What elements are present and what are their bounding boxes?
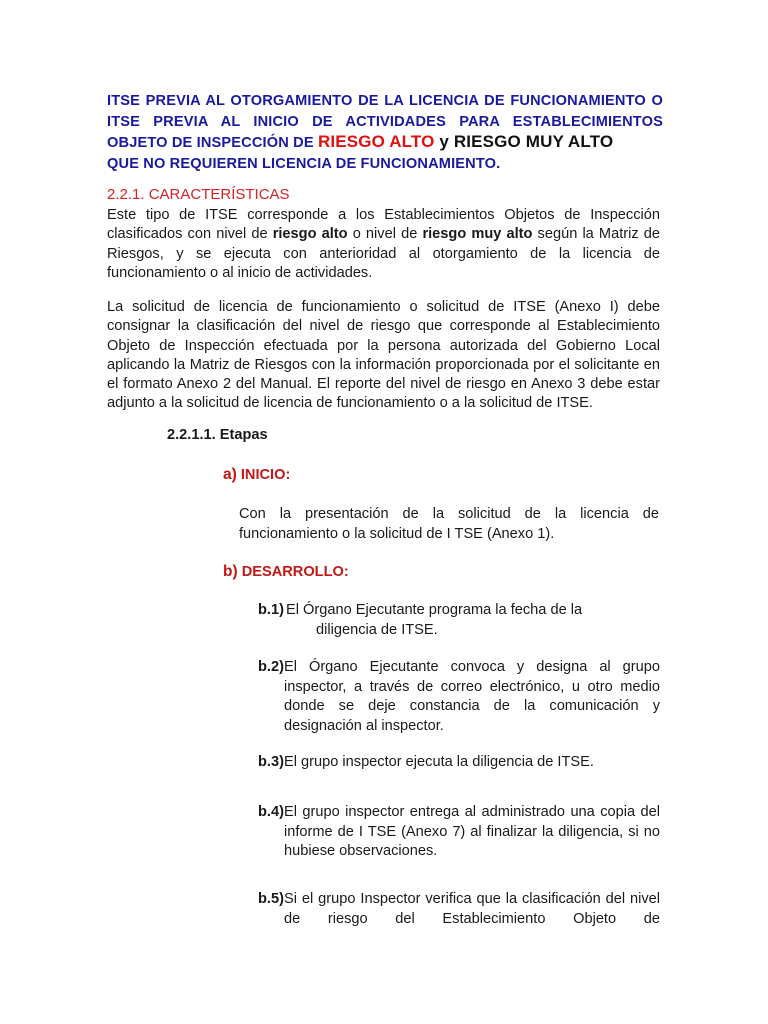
paragraph-solicitud: La solicitud de licencia de funcionamiento o solicitud de ITSE (Anexo I) debe consignar la clasificación del nivel de riesgo que corresponde al Establecimiento Objeto de Inspección efectuada por la persona autorizada del Gobierno Local aplicando la Matriz de Riesgos con la información proporcionada por el solicitante en el formato Anexo 2 del Manual. El reporte del nivel de riesgo en Anexo 3 debe estar adjunto a la solicitud de licencia de funcionamiento o a la solicitud de ITSE. bbox=[107, 299, 660, 412]
stage-label: DESARROLLO: bbox=[237, 564, 349, 580]
title-riesgo-muy-alto: RIESGO MUY ALTO bbox=[453, 132, 614, 151]
stage-text-inicio: Con la presentación de la solicitud de la licencia de funcionamiento o la solicitud de I TSE (Anexo 1). bbox=[239, 506, 659, 542]
document-title bbox=[107, 91, 663, 174]
paragraph-text: según la Matriz de Riesgos, y se ejecuta con anterioridad al otorgamiento de la licencia de funcionamiento o al inicio de actividades. bbox=[107, 226, 661, 281]
title-connector: y bbox=[434, 132, 454, 151]
item-text-line: diligencia de ITSE. bbox=[316, 621, 438, 638]
stage-heading-desarrollo bbox=[223, 563, 349, 581]
item-label: b.3) bbox=[258, 754, 284, 770]
bold-riesgo-muy-alto: riesgo muy alto bbox=[422, 226, 533, 243]
item-text: El grupo inspector entrega al administrado una copia del informe de I TSE (Anexo 7) al finalizar la diligencia, si no hubiese observaciones. bbox=[284, 804, 660, 859]
section-heading: 2.2.1. CARACTERÍSTICAS bbox=[107, 186, 290, 203]
paragraph-text: o nivel de bbox=[347, 226, 423, 243]
title-text: ITSE PREVIA AL OTORGAMIENTO DE LA LICENCIA DE FUNCIONAMIENTO O ITSE PREVIA AL INICIO DE ACTIVIDADES PARA ESTABLECIMIENTOS OBJETO DE INSPECCIÓN DE bbox=[107, 93, 663, 151]
paragraph-text: Este tipo de ITSE corresponde a los Establecimientos Objetos de Inspección clasificados con nivel de bbox=[107, 207, 660, 243]
title-text-end: QUE NO REQUIEREN LICENCIA DE FUNCIONAMIENTO. bbox=[107, 155, 501, 172]
item-label: b.5) bbox=[258, 891, 284, 907]
stage-heading-inicio bbox=[223, 466, 290, 484]
stage-label: INICIO: bbox=[236, 467, 291, 483]
stage-letter: a) bbox=[223, 466, 237, 483]
item-label: b.2) bbox=[258, 659, 284, 675]
item-text: El grupo inspector ejecuta la diligencia de ITSE. bbox=[284, 754, 594, 770]
title-riesgo-alto: RIESGO ALTO bbox=[317, 132, 435, 151]
item-label: b.1) bbox=[258, 602, 284, 618]
item-text: El Órgano Ejecutante convoca y designa al grupo inspector, a través de correo electrónico, u otro medio donde se deje constancia de la comunicación y designación al inspector. bbox=[284, 659, 660, 734]
item-text-line: El Órgano Ejecutante programa la fecha de la bbox=[286, 602, 583, 618]
subsection-heading: 2.2.1.1. Etapas bbox=[167, 427, 268, 443]
item-text bbox=[286, 601, 660, 640]
item-text: Si el grupo Inspector verifica que la clasificación del nivel de riesgo del Establecimiento Objeto de bbox=[284, 891, 660, 927]
bold-riesgo-alto: riesgo alto bbox=[272, 226, 348, 243]
item-label: b.4) bbox=[258, 804, 284, 820]
stage-letter: b) bbox=[223, 563, 238, 580]
paragraph-characteristics bbox=[107, 206, 660, 283]
